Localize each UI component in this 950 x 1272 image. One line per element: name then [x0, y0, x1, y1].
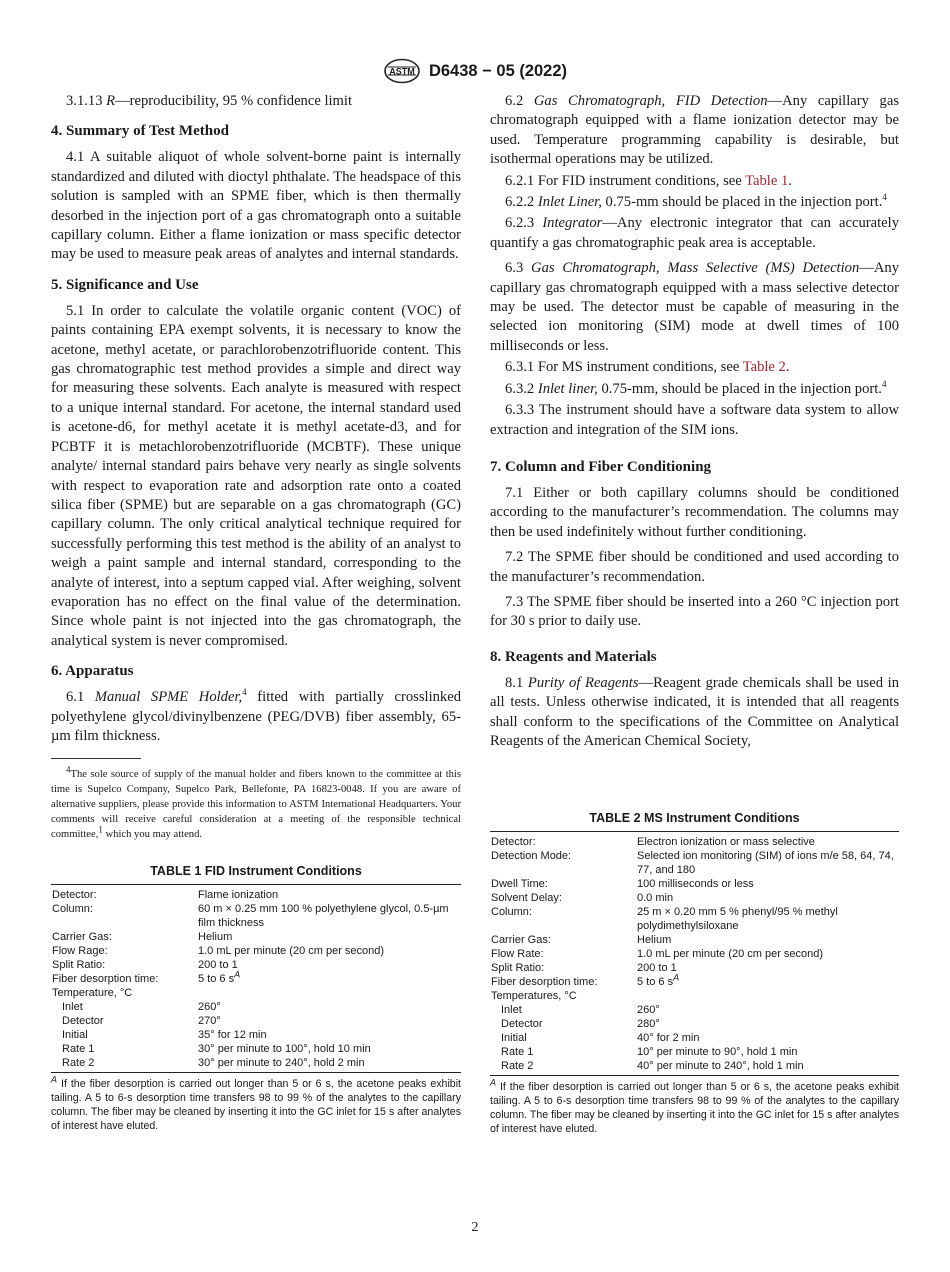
table-cell-label: Carrier Gas:: [491, 934, 551, 947]
table-cell-label: Detector:: [491, 836, 536, 849]
table-cell-label: Solvent Delay:: [491, 892, 562, 905]
table-cell-label: Detection Mode:: [491, 850, 572, 863]
table-row: [51, 986, 461, 1000]
section-5-heading: 5. Significance and Use: [51, 276, 199, 293]
table-cell-label: Inlet: [501, 1004, 522, 1017]
table-cell-value: 1.0 mL per minute (20 cm per second): [637, 948, 824, 961]
paragraph-7-3: 7.3 The SPME fiber should be inserted into a 260 °C injection port for 30 s prior to daily use.: [490, 593, 899, 630]
table-cell-label: Rate 2: [62, 1057, 95, 1070]
section-7-heading: 7. Column and Fiber Conditioning: [490, 458, 712, 475]
paragraph-6-3-3: 6.3.3 The instrument should have a software data system to allow extraction and integration of the SIM ions.: [490, 402, 899, 438]
table-row: [51, 902, 461, 930]
table-row: [51, 1042, 461, 1056]
footnote-rule: [51, 758, 141, 759]
page-number: 2: [471, 1220, 479, 1235]
section-6-heading: 6. Apparatus: [51, 663, 134, 680]
table-cell-value: 30° per minute to 240°, hold 2 min: [198, 1057, 365, 1070]
table-cell-value: Helium: [637, 934, 672, 947]
table-cell-value: Selected ion monitoring (SIM) of ions m/e 58, 64, 74, 77, and 180: [637, 850, 894, 877]
page-header: [0, 58, 950, 84]
paragraph-6-2-3: 6.2.3 Integrator—Any electronic integrator that can accurately quantify a gas chromatographic peak area is acceptable.: [490, 215, 899, 251]
table-2-link[interactable]: Table 2: [742, 359, 786, 376]
table-cell-label: Rate 2: [501, 1060, 534, 1073]
table-cell-label: Detector: [501, 1018, 543, 1031]
table-cell-label: Initial: [501, 1032, 527, 1045]
table-cell-label: Flow Rate:: [491, 948, 544, 961]
paragraph-6-1: 6.1 Manual SPME Holder,$^4$ fitted with partially crosslinked polyethylene glycol/divinylbenzene (PEG/DVB) fiber assembly, 65-µm film thickness.: [51, 687, 461, 744]
paragraph-6-3: 6.3 Gas Chromatograph, Mass Selective (MS) Detection—Any capillary gas chromatograph equipped with a mass selective detector may be used. The detector must be capable of measuring in the selected ion monitoring (SIM) mode at dwell times of 100 milliseconds or less.: [490, 260, 899, 354]
table-cell-label: Rate 1: [62, 1043, 95, 1056]
table-cell-label: Temperatures, °C: [491, 990, 577, 1003]
table-cell-label: Fiber desorption time:: [491, 976, 598, 989]
table-cell-value: [198, 986, 461, 1000]
table-cell-label: Column:: [491, 906, 532, 919]
table-cell-value: 40° per minute to 240°, hold 1 min: [637, 1060, 804, 1073]
right-column: [490, 92, 899, 1136]
table-cell-label: Split Ratio:: [491, 962, 545, 975]
table-row: [490, 933, 899, 947]
paragraph-6-2-2: 6.2.2 Inlet Liner, 0.75-mm should be placed in the injection port.$^4$: [505, 192, 887, 211]
astm-logo-icon: [383, 58, 421, 84]
table-1-grid: [51, 885, 461, 1072]
table-row: [490, 1017, 899, 1031]
table-cell-value: 1.0 mL per minute (20 cm per second): [198, 945, 385, 958]
table-cell-value: Electron ionization or mass selective: [637, 836, 815, 849]
table-1-footnote: $^A$ If the fiber desorption is carried out longer than 5 or 6 s, the acetone peaks exhibit tailing. A 5 to 6-s desorption time transfers 98 to 99 % of the analytes to the capillary column. The fiber may be cleaned by inserting it into the GC inlet for 15 s after analytes of interest have eluted.: [51, 1074, 461, 1133]
table-cell-label: Detector: [62, 1015, 104, 1028]
table-1-link[interactable]: Table 1: [745, 172, 789, 189]
table-row: [490, 877, 899, 891]
paragraph-6-2: 6.2 Gas Chromatograph, FID Detection—Any capillary gas chromatograph equipped with a flame ionization detector may be used. Temperature programming capability is desirable, but isothermal operations may be utilized.: [490, 93, 900, 168]
table-2-footnote: $^A$ If the fiber desorption is carried out longer than 5 or 6 s, the acetone peaks exhibit tailing. A 5 to 6-s desorption time transfers 98 to 99 % of the analytes to the capillary column. The fiber may be cleaned by inserting it into the GC inlet for 15 s after analytes of interest have eluted.: [490, 1077, 899, 1136]
table-cell-label: Rate 1: [501, 1046, 534, 1059]
table-cell-label: Inlet: [62, 1001, 83, 1014]
table-cell-value: 35° for 12 min: [198, 1029, 267, 1042]
table-cell-value: 200 to 1: [637, 962, 677, 975]
table-row: [490, 891, 899, 905]
table-row: [490, 947, 899, 961]
table-1-title: TABLE 1 FID Instrument Conditions: [150, 864, 362, 879]
table-cell-label: Carrier Gas:: [52, 931, 112, 944]
table-row: [490, 849, 899, 877]
table-row: [490, 1003, 899, 1017]
paragraph-8-1: 8.1 Purity of Reagents—Reagent grade chemicals shall be used in all tests. Unless otherwise indicated, it is intended that all reagents shall conform to the specifications of the Committee on Analytical Reagents of the American Chemical Society,: [490, 674, 900, 749]
table-cell-value: 10° per minute to 90°, hold 1 min: [637, 1046, 798, 1059]
svg-text:ASTM: ASTM: [389, 66, 415, 77]
paragraph-5-1: 5.1 In order to calculate the volatile organic content (VOC) of paints containing EPA exempt solvents, it is necessary to know the acetone, methyl acetate, or parachlorobenzotrifluoride content. This gas chromatographic test method provides a simple and direct way for measuring these solvents. Each analyte is measured with respect to a unique internal standard. For acetone, the internal standard used is acetone-d6, for methyl acetate it is methyl acetate-d3, and for PCBTF it is metachlorobenzotrifluoride (MCBTF). These unique analyte/ internal standard pairs behave very nearly as single solvents with respect to evaporation rate and adsorption rate onto a coated silica fiber (SPME) but are separable on a gas chromatograph (GC) capillary column. The only critical analytical technique required for successfully performing this test method is the ability of an analyst to weigh a paint sample and internal standard, corresponding to the analyte of interest, into a septum capped vial. After weighing, solvent evaporation has no effect on the final value of the determination. Since whole paint is not injected into the gas chromatograph, the analytical system is never compromised.: [51, 302, 461, 649]
table-cell-value: 100 milliseconds or less: [637, 878, 754, 891]
table-cell-value: 0.0 min: [637, 892, 674, 905]
table-cell-label: Initial: [62, 1029, 88, 1042]
table-2-grid: [490, 832, 899, 1075]
table-row: [51, 930, 461, 944]
table-cell-value: 40° for 2 min: [637, 1032, 700, 1045]
table-cell-label: Flow Rage:: [52, 945, 108, 958]
table-cell-value: 270°: [198, 1015, 221, 1028]
paragraph-7-2: 7.2 The SPME fiber should be conditioned and used according to the manufacturer’s recommendation.: [490, 549, 899, 585]
table-cell-label: Detector:: [52, 889, 97, 902]
table-cell-value: 280°: [637, 1018, 660, 1031]
table-row: [490, 961, 899, 975]
table-row: [490, 975, 899, 989]
document-designation: D6438 − 05 (2022): [428, 61, 568, 80]
table-2-title: TABLE 2 MS Instrument Conditions: [589, 811, 800, 826]
table-row: [490, 989, 899, 1003]
table-row: [490, 832, 899, 849]
table-row: [51, 958, 461, 972]
table-cell-value: 5 to 6 $s^A$: [198, 969, 241, 986]
table-row: [51, 1056, 461, 1072]
table-cell-value: Helium: [198, 931, 233, 944]
table-cell-value: 200 to 1: [198, 959, 238, 972]
table-2: [490, 831, 899, 1076]
section-8-heading: 8. Reagents and Materials: [490, 648, 657, 665]
table-cell-label: Split Ratio:: [52, 959, 106, 972]
table-cell-value: 260°: [637, 1004, 660, 1017]
table-cell-value: 30° per minute to 100°, hold 10 min: [198, 1043, 371, 1056]
footnote-4: $^4$The sole source of supply of the manual holder and fibers known to the committee at this time is Supelco Company, Supelco Park, Bellefonte, PA 16823-0048. If you are aware of alternative suppliers, please provide this information to ASTM International Headquarters. Your comments will receive careful consideration at a meeting of the responsible technical committee,$^1$ which you may attend.: [51, 764, 461, 841]
paragraph-6-3-2: 6.3.2 Inlet liner, 0.75-mm, should be placed in the injection port.$^4$: [505, 378, 887, 397]
paragraph-4-1: 4.1 A suitable aliquot of whole solvent-borne paint is internally standardized and diluted with dioctyl phthalate. The headspace of this solution is sampled with an SPME fiber, which is then thermally desorbed in the injection port of a gas chromatograph onto a suitable capillary column. Either a flame ionization or mass specific detector may be used to measure peak areas of analytes and internal standards.: [51, 149, 461, 263]
table-row: [490, 1045, 899, 1059]
table-cell-value: [637, 989, 899, 1003]
section-4-heading: 4. Summary of Test Method: [51, 123, 229, 140]
table-cell-label: Temperature, °C: [52, 987, 133, 1000]
paragraph-6-2-1: 6.2.1 For FID instrument conditions, see Table 1.: [505, 172, 792, 189]
table-row: [51, 972, 461, 986]
table-cell-label: Dwell Time:: [491, 878, 548, 891]
table-row: [490, 1059, 899, 1075]
table-row: [51, 1028, 461, 1042]
table-row: [490, 905, 899, 933]
table-cell-value: 25 m × 0.20 mm 5 % phenyl/95 % methyl polydimethylsiloxane: [637, 906, 838, 933]
paragraph-6-3-1: 6.3.1 For MS instrument conditions, see Table 2.: [505, 359, 790, 376]
table-cell-label: Column:: [52, 903, 93, 916]
table-row: [490, 1031, 899, 1045]
table-cell-value: 5 to 6 $s^A$: [637, 972, 680, 989]
definition-3-1-13: 3.1.13 R—reproducibility, 95 % confidence limit: [66, 93, 353, 109]
table-cell-value: 260°: [198, 1001, 221, 1014]
left-column: [51, 92, 461, 1133]
paragraph-7-1: 7.1 Either or both capillary columns should be conditioned according to the manufacturer’s recommendation. The columns may then be used indefinitely without further conditioning.: [490, 484, 899, 540]
table-cell-label: Fiber desorption time:: [52, 973, 159, 986]
table-cell-value: Flame ionization: [198, 889, 279, 902]
table-row: [51, 944, 461, 958]
table-1: [51, 884, 461, 1073]
table-cell-value: 60 m × 0.25 mm 100 % polyethylene glycol, 0.5-µm film thickness: [198, 903, 449, 930]
table-row: [51, 1000, 461, 1014]
table-row: [51, 1014, 461, 1028]
table-row: [51, 885, 461, 902]
